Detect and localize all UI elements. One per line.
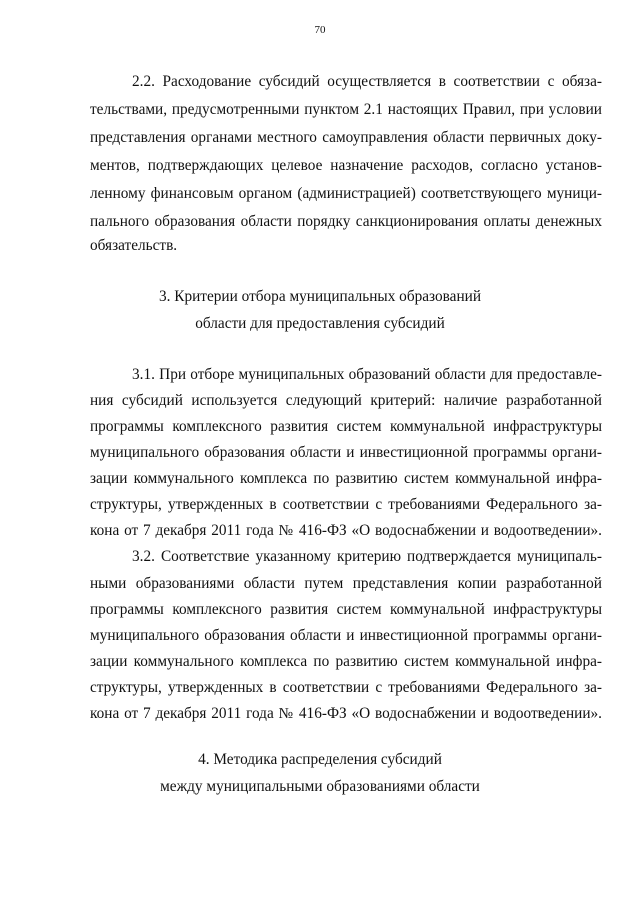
- text-line: кона от 7 декабря 2011 года № 416-ФЗ «О водоснабжении и водоотведении».: [90, 705, 602, 722]
- text-line: представления органами местного самоуправления области первичных доку-: [90, 129, 602, 146]
- text-line: зации коммунального комплекса по развитию систем коммунальной инфра-: [90, 470, 602, 487]
- text-line: зации коммунального комплекса по развитию систем коммунальной инфра-: [90, 653, 602, 670]
- text-line: тельствами, предусмотренными пунктом 2.1 настоящих Правил, при условии: [90, 101, 602, 118]
- text-line: кона от 7 декабря 2011 года № 416-ФЗ «О водоснабжении и водоотведении».: [90, 522, 602, 539]
- heading-line: между муниципальными образованиями области: [160, 778, 480, 795]
- text-line: муниципального образования области и инвестиционной программы органи-: [90, 444, 602, 461]
- heading-line: области для предоставления субсидий: [195, 315, 445, 332]
- heading-line: 4. Методика распределения субсидий: [198, 751, 442, 768]
- text-line: структуры, утвержденных в соответствии с требованиями Федерального за-: [90, 496, 602, 513]
- heading-line: 3. Критерии отбора муниципальных образований: [158, 288, 482, 305]
- text-line: муниципального образования области и инвестиционной программы органи-: [90, 627, 602, 644]
- text-line: ленному финансовым органом (администрацией) соответствующего муници-: [90, 185, 602, 202]
- text-line: обязательств.: [90, 237, 178, 254]
- text-line: ментов, подтверждающих целевое назначение расходов, согласно установ-: [90, 157, 602, 174]
- text-line: 2.2. Расходование субсидий осуществляется в соответствии с обяза-: [132, 73, 602, 90]
- text-line: программы комплексного развития систем коммунальной инфраструктуры: [90, 601, 602, 618]
- text-line: ния субсидий используется следующий критерий: наличие разработанной: [90, 392, 602, 409]
- text-line: ными образованиями области путем представления копии разработанной: [90, 575, 602, 592]
- text-line: программы комплексного развития систем коммунальной инфраструктуры: [90, 418, 602, 435]
- text-line: структуры, утвержденных в соответствии с требованиями Федерального за-: [90, 679, 602, 696]
- text-line: 3.1. При отборе муниципальных образований области для предоставле-: [132, 366, 602, 383]
- text-line: пального образования области порядку санкционирования оплаты денежных: [90, 213, 602, 230]
- text-line: 3.2. Соответствие указанному критерию подтверждается муниципаль-: [132, 548, 602, 565]
- page-number: 70: [314, 24, 326, 36]
